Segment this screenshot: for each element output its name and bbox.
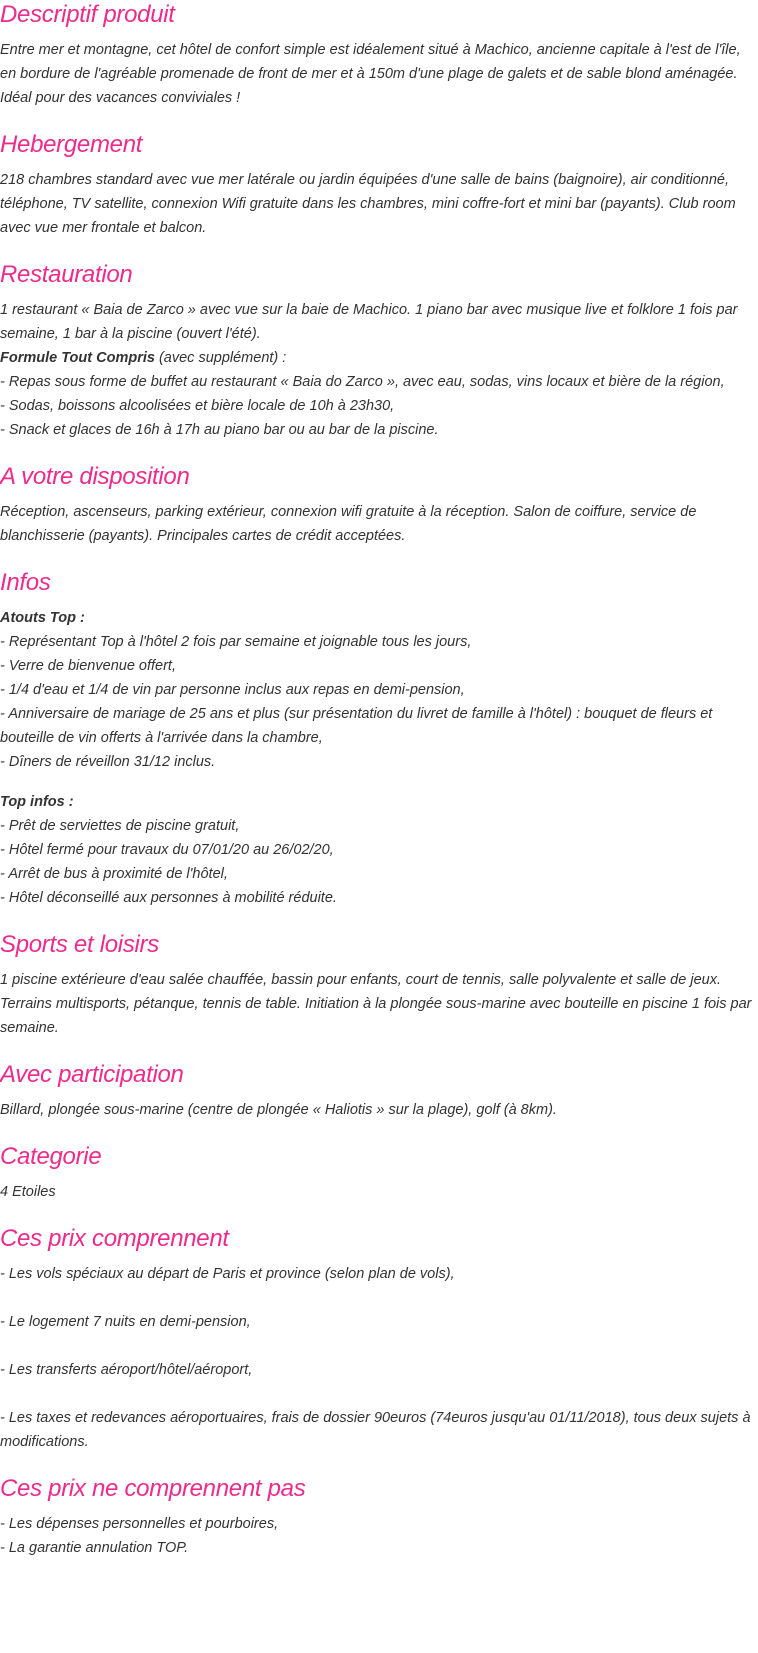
- atouts-item: - 1/4 d'eau et 1/4 de vin par personne inclus aux repas en demi-pension,: [0, 682, 465, 698]
- comprennent-item: - Les vols spéciaux au départ de Paris et province (selon plan de vols),: [0, 1266, 455, 1282]
- restauration-item: - Repas sous forme de buffet au restaurant « Baia do Zarco », avec eau, sodas, vins locaux et bière de la région,: [0, 374, 725, 390]
- participation-text: Billard, plongée sous-marine (centre de plongée « Haliotis » sur la plage), golf (à 8km).: [0, 1102, 557, 1118]
- section-disposition: [0, 462, 756, 548]
- atouts-label: Atouts Top :: [0, 610, 85, 626]
- categorie-text: 4 Etoiles: [0, 1184, 56, 1200]
- section-hebergement: [0, 130, 756, 240]
- section-infos: [0, 568, 756, 910]
- top-infos-item: - Hôtel fermé pour travaux du 07/01/20 au 26/02/20,: [0, 842, 334, 858]
- section-title-descriptif: Descriptif produit: [0, 1, 175, 28]
- section-restauration: [0, 260, 756, 442]
- sports-text: 1 piscine extérieure d'eau salée chauffée, bassin pour enfants, court de tennis, salle polyvalente et salle de jeux. Terrains multisports, pétanque, tennis de table. Initiation à la plongée sous-marine avec bouteille en piscine 1 fois par semaine.: [0, 972, 752, 1036]
- section-title-comprennent: Ces prix comprennent: [0, 1225, 229, 1252]
- section-title-participation: Avec participation: [0, 1061, 184, 1088]
- hebergement-text: 218 chambres standard avec vue mer latérale ou jardin équipées d'une salle de bains (baignoire), air conditionné, téléphone, TV satellite, connexion Wifi gratuite dans les chambres, mini coffre-fort et mini bar (payants). Club room avec vue mer frontale et balcon.: [0, 172, 736, 236]
- section-title-sports: Sports et loisirs: [0, 931, 159, 958]
- section-title-restauration: Restauration: [0, 261, 133, 288]
- section-title-hebergement: Hebergement: [0, 131, 143, 158]
- comprennent-item: - Les transferts aéroport/hôtel/aéroport,: [0, 1362, 253, 1378]
- formule-line: [0, 346, 756, 370]
- top-infos-item: - Prêt de serviettes de piscine gratuit,: [0, 818, 240, 834]
- ne-comprennent-item: - Les dépenses personnelles et pourboires,: [0, 1516, 279, 1532]
- section-title-infos: Infos: [0, 569, 51, 596]
- restauration-item: - Sodas, boissons alcoolisées et bière locale de 10h à 23h30,: [0, 398, 395, 414]
- ne-comprennent-item: - La garantie annulation TOP.: [0, 1540, 189, 1556]
- restauration-item: - Snack et glaces de 16h à 17h au piano bar ou au bar de la piscine.: [0, 422, 439, 438]
- atouts-item: - Verre de bienvenue offert,: [0, 658, 176, 674]
- atouts-item: - Représentant Top à l'hôtel 2 fois par semaine et joignable tous les jours,: [0, 634, 472, 650]
- section-sports: [0, 930, 756, 1040]
- atouts-item: - Dîners de réveillon 31/12 inclus.: [0, 754, 216, 770]
- section-title-ne-comprennent: Ces prix ne comprennent pas: [0, 1475, 306, 1502]
- section-categorie: [0, 1142, 756, 1204]
- top-infos-item: - Arrêt de bus à proximité de l'hôtel,: [0, 866, 228, 882]
- section-title-disposition: A votre disposition: [0, 463, 190, 490]
- section-comprennent: [0, 1224, 756, 1454]
- formule-label: Formule Tout Compris: [0, 350, 155, 366]
- atouts-item: - Anniversaire de mariage de 25 ans et plus (sur présentation du livret de famille à l'hôtel) : bouquet de fleurs et bouteille de vin offerts à l'arrivée dans la chambre,: [0, 706, 713, 746]
- section-ne-comprennent: [0, 1474, 756, 1560]
- formule-suffix: (avec supplément) :: [154, 350, 287, 366]
- section-descriptif: [0, 0, 756, 110]
- section-participation: [0, 1060, 756, 1122]
- comprennent-item: - Le logement 7 nuits en demi-pension,: [0, 1314, 251, 1330]
- top-infos-item: - Hôtel déconseillé aux personnes à mobilité réduite.: [0, 890, 337, 906]
- restauration-text: 1 restaurant « Baia de Zarco » avec vue sur la baie de Machico. 1 piano bar avec musique live et folklore 1 fois par semaine, 1 bar à la piscine (ouvert l'été).: [0, 302, 738, 342]
- disposition-text: Réception, ascenseurs, parking extérieur, connexion wifi gratuite à la réception. Salon de coiffure, service de blanchisserie (payants). Principales cartes de crédit acceptées.: [0, 504, 697, 544]
- descriptif-text: Entre mer et montagne, cet hôtel de confort simple est idéalement situé à Machico, ancienne capitale à l'est de l'île, en bordure de l'agréable promenade de front de mer et à 150m d'une plage de galets et de sable blond aménagée. Idéal pour des vacances conviviales !: [0, 42, 741, 106]
- top-infos-label: Top infos :: [0, 794, 74, 810]
- section-title-categorie: Categorie: [0, 1143, 102, 1170]
- comprennent-item: - Les taxes et redevances aéroportuaires, frais de dossier 90euros (74euros jusqu'au 01/11/2018), tous deux sujets à modifications.: [0, 1410, 751, 1450]
